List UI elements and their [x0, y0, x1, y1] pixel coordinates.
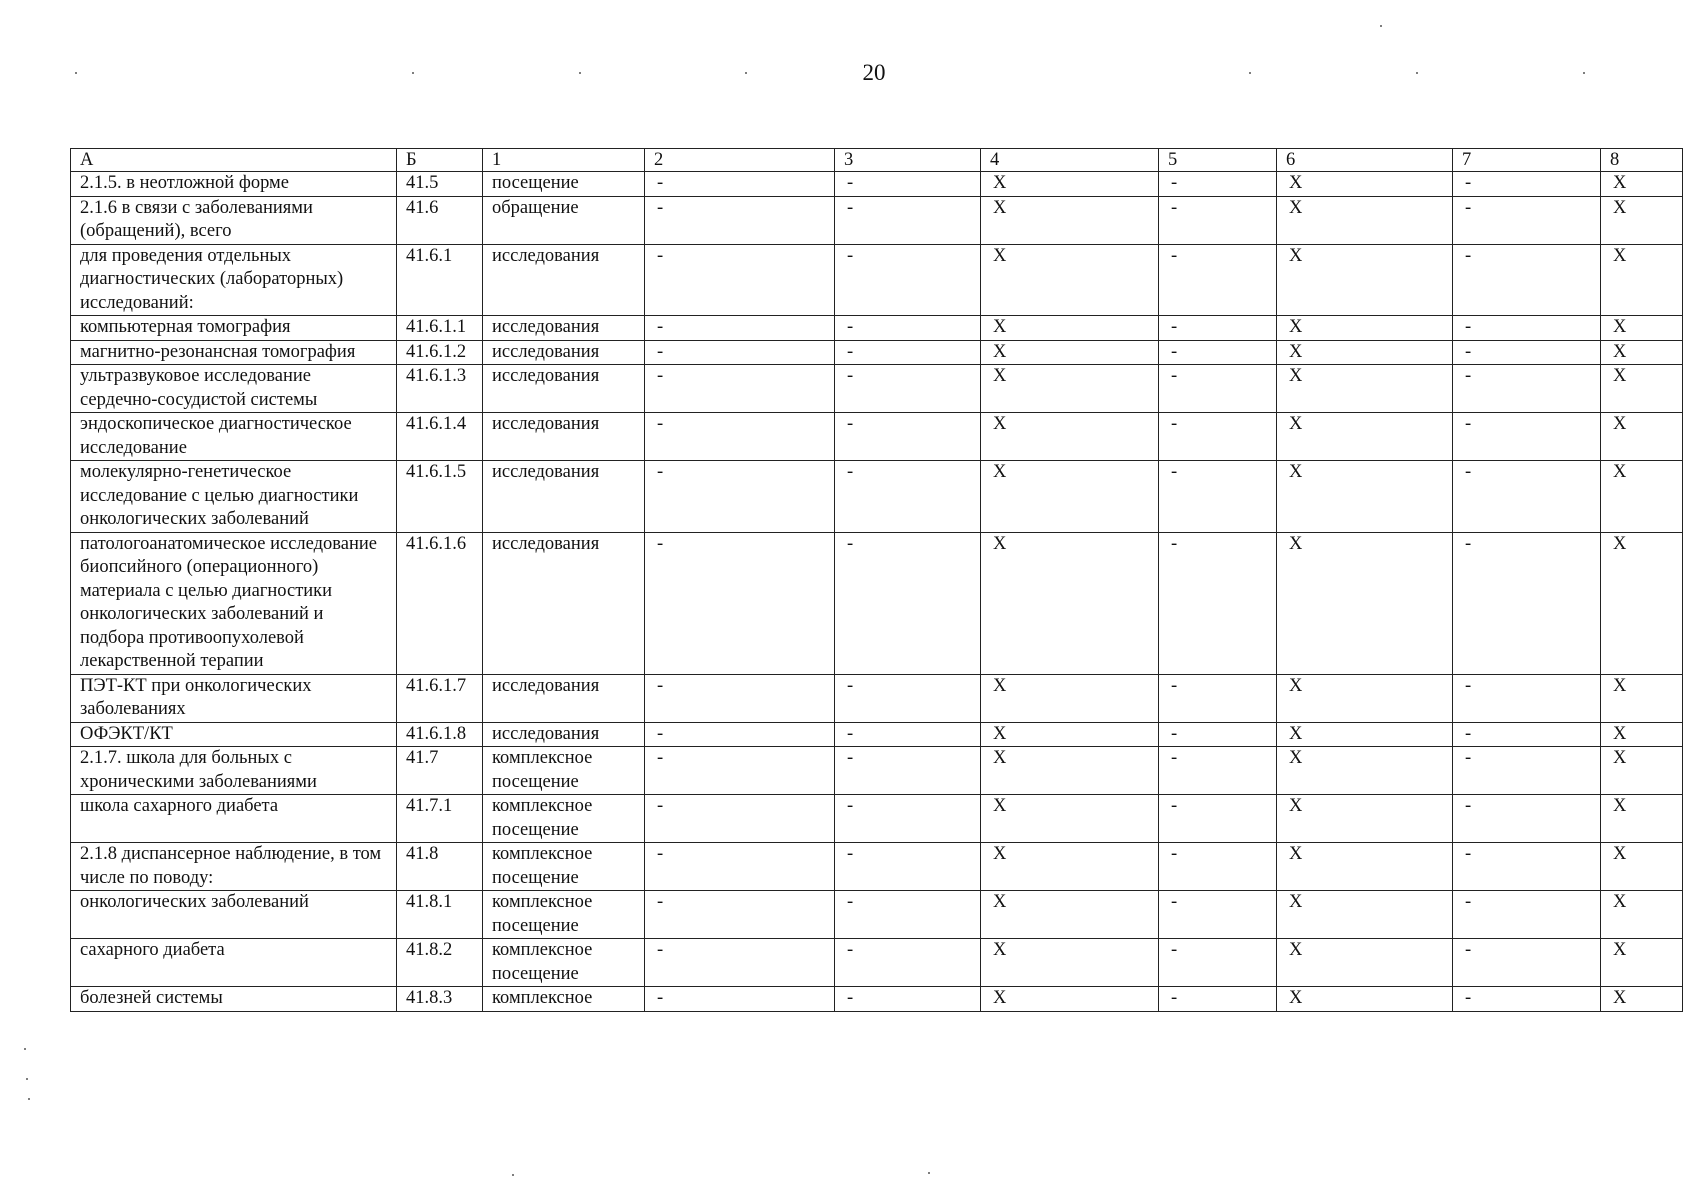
col-8-value: X — [1601, 722, 1683, 747]
row-unit: исследования — [483, 340, 645, 365]
column-header: А — [71, 149, 397, 172]
col-5-value: - — [1159, 340, 1277, 365]
col-5-value: - — [1159, 939, 1277, 987]
scan-speck — [928, 1172, 930, 1174]
table-row — [71, 316, 1683, 341]
col-4-value: X — [981, 196, 1159, 244]
row-code: 41.6.1.5 — [397, 461, 483, 533]
col-6-value: X — [1277, 795, 1453, 843]
row-name: школа сахарного диабета — [71, 795, 397, 843]
col-7-value: - — [1453, 461, 1601, 533]
col-2-value: - — [645, 987, 835, 1012]
col-8-value: X — [1601, 340, 1683, 365]
col-6-value: X — [1277, 316, 1453, 341]
scan-speck — [1583, 72, 1585, 74]
col-8-value: X — [1601, 316, 1683, 341]
column-header: 1 — [483, 149, 645, 172]
column-header: 8 — [1601, 149, 1683, 172]
col-3-value: - — [835, 843, 981, 891]
col-7-value: - — [1453, 532, 1601, 674]
col-5-value: - — [1159, 987, 1277, 1012]
col-8-value: X — [1601, 939, 1683, 987]
column-header: 3 — [835, 149, 981, 172]
row-unit: исследования — [483, 413, 645, 461]
row-code: 41.6.1.1 — [397, 316, 483, 341]
col-6-value: X — [1277, 172, 1453, 197]
col-4-value: X — [981, 532, 1159, 674]
col-8-value: X — [1601, 461, 1683, 533]
col-6-value: X — [1277, 532, 1453, 674]
col-3-value: - — [835, 987, 981, 1012]
row-name: магнитно-резонансная томография — [71, 340, 397, 365]
col-5-value: - — [1159, 244, 1277, 316]
col-5-value: - — [1159, 747, 1277, 795]
col-8-value: X — [1601, 795, 1683, 843]
row-code: 41.6.1.3 — [397, 365, 483, 413]
scan-speck — [28, 1098, 30, 1100]
row-name: онкологических заболеваний — [71, 891, 397, 939]
col-4-value: X — [981, 939, 1159, 987]
col-8-value: X — [1601, 747, 1683, 795]
row-name: патологоанатомическое исследование биопсийного (операционного) материала с целью диагностики онкологических заболеваний и подбора противоопухолевой лекарственной терапии — [71, 532, 397, 674]
col-5-value: - — [1159, 795, 1277, 843]
col-5-value: - — [1159, 461, 1277, 533]
row-name: эндоскопическое диагностическое исследование — [71, 413, 397, 461]
row-unit: исследования — [483, 365, 645, 413]
table-row — [71, 196, 1683, 244]
col-8-value: X — [1601, 365, 1683, 413]
row-code: 41.6.1.4 — [397, 413, 483, 461]
row-code: 41.6.1.7 — [397, 674, 483, 722]
col-8-value: X — [1601, 843, 1683, 891]
row-code: 41.5 — [397, 172, 483, 197]
col-4-value: X — [981, 674, 1159, 722]
row-unit: исследования — [483, 722, 645, 747]
col-5-value: - — [1159, 316, 1277, 341]
col-5-value: - — [1159, 674, 1277, 722]
col-7-value: - — [1453, 795, 1601, 843]
table-row — [71, 987, 1683, 1012]
page-number: 20 — [862, 60, 886, 85]
scan-speck — [579, 72, 581, 74]
table-row — [71, 747, 1683, 795]
col-3-value: - — [835, 196, 981, 244]
col-2-value: - — [645, 340, 835, 365]
col-3-value: - — [835, 722, 981, 747]
col-5-value: - — [1159, 532, 1277, 674]
col-7-value: - — [1453, 987, 1601, 1012]
col-2-value: - — [645, 939, 835, 987]
col-5-value: - — [1159, 891, 1277, 939]
col-5-value: - — [1159, 722, 1277, 747]
column-header: 7 — [1453, 149, 1601, 172]
col-3-value: - — [835, 365, 981, 413]
col-8-value: X — [1601, 413, 1683, 461]
col-7-value: - — [1453, 674, 1601, 722]
row-unit: посещение — [483, 172, 645, 197]
col-5-value: - — [1159, 196, 1277, 244]
row-name: ОФЭКТ/КТ — [71, 722, 397, 747]
col-7-value: - — [1453, 747, 1601, 795]
row-unit: комплексное посещение — [483, 747, 645, 795]
row-name: ПЭТ-КТ при онкологических заболеваниях — [71, 674, 397, 722]
row-name: для проведения отдельных диагностических (лабораторных) исследований: — [71, 244, 397, 316]
row-code: 41.8.1 — [397, 891, 483, 939]
row-code: 41.6.1.2 — [397, 340, 483, 365]
scan-speck — [24, 1048, 26, 1050]
row-unit: комплексное посещение — [483, 939, 645, 987]
col-3-value: - — [835, 340, 981, 365]
col-8-value: X — [1601, 172, 1683, 197]
row-code: 41.6.1.6 — [397, 532, 483, 674]
col-4-value: X — [981, 365, 1159, 413]
col-6-value: X — [1277, 939, 1453, 987]
table-row — [71, 722, 1683, 747]
row-unit: комплексное посещение — [483, 795, 645, 843]
scan-speck — [745, 72, 747, 74]
col-2-value: - — [645, 244, 835, 316]
row-unit: исследования — [483, 674, 645, 722]
col-3-value: - — [835, 532, 981, 674]
scan-speck — [1380, 25, 1382, 27]
table-row — [71, 795, 1683, 843]
col-6-value: X — [1277, 244, 1453, 316]
row-unit: исследования — [483, 316, 645, 341]
col-3-value: - — [835, 461, 981, 533]
table-row — [71, 843, 1683, 891]
scan-speck — [412, 72, 414, 74]
col-4-value: X — [981, 413, 1159, 461]
col-6-value: X — [1277, 891, 1453, 939]
row-unit: исследования — [483, 532, 645, 674]
col-3-value: - — [835, 172, 981, 197]
col-6-value: X — [1277, 843, 1453, 891]
scan-speck — [512, 1174, 514, 1176]
col-4-value: X — [981, 722, 1159, 747]
row-code: 41.8 — [397, 843, 483, 891]
col-6-value: X — [1277, 413, 1453, 461]
row-unit: комплексное посещение — [483, 843, 645, 891]
col-2-value: - — [645, 196, 835, 244]
col-2-value: - — [645, 316, 835, 341]
table-row — [71, 461, 1683, 533]
scan-speck — [1249, 72, 1251, 74]
col-8-value: X — [1601, 244, 1683, 316]
table-row — [71, 939, 1683, 987]
column-header: 2 — [645, 149, 835, 172]
col-7-value: - — [1453, 316, 1601, 341]
row-name: молекулярно-генетическое исследование с целью диагностики онкологических заболеваний — [71, 461, 397, 533]
col-4-value: X — [981, 987, 1159, 1012]
col-8-value: X — [1601, 196, 1683, 244]
table-row — [71, 674, 1683, 722]
row-name: 2.1.5. в неотложной форме — [71, 172, 397, 197]
col-4-value: X — [981, 340, 1159, 365]
row-name: 2.1.6 в связи с заболеваниями (обращений), всего — [71, 196, 397, 244]
col-6-value: X — [1277, 365, 1453, 413]
col-2-value: - — [645, 172, 835, 197]
col-2-value: - — [645, 365, 835, 413]
data-table — [70, 148, 1683, 1012]
table-row — [71, 244, 1683, 316]
row-unit: исследования — [483, 244, 645, 316]
col-3-value: - — [835, 316, 981, 341]
col-7-value: - — [1453, 340, 1601, 365]
col-4-value: X — [981, 461, 1159, 533]
row-unit: обращение — [483, 196, 645, 244]
col-5-value: - — [1159, 413, 1277, 461]
col-2-value: - — [645, 674, 835, 722]
col-7-value: - — [1453, 722, 1601, 747]
col-6-value: X — [1277, 196, 1453, 244]
col-2-value: - — [645, 891, 835, 939]
row-code: 41.6.1.8 — [397, 722, 483, 747]
scan-speck — [75, 72, 77, 74]
col-5-value: - — [1159, 843, 1277, 891]
col-4-value: X — [981, 172, 1159, 197]
row-unit: комплексное посещение — [483, 891, 645, 939]
col-3-value: - — [835, 413, 981, 461]
row-code: 41.6.1 — [397, 244, 483, 316]
col-3-value: - — [835, 674, 981, 722]
col-7-value: - — [1453, 413, 1601, 461]
col-4-value: X — [981, 316, 1159, 341]
col-8-value: X — [1601, 532, 1683, 674]
col-6-value: X — [1277, 674, 1453, 722]
col-4-value: X — [981, 244, 1159, 316]
col-7-value: - — [1453, 172, 1601, 197]
col-4-value: X — [981, 795, 1159, 843]
col-7-value: - — [1453, 244, 1601, 316]
col-4-value: X — [981, 747, 1159, 795]
row-unit: исследования — [483, 461, 645, 533]
col-3-value: - — [835, 244, 981, 316]
row-name: 2.1.7. школа для больных с хроническими заболеваниями — [71, 747, 397, 795]
table-row — [71, 532, 1683, 674]
col-4-value: X — [981, 843, 1159, 891]
col-7-value: - — [1453, 365, 1601, 413]
col-2-value: - — [645, 722, 835, 747]
col-8-value: X — [1601, 891, 1683, 939]
col-6-value: X — [1277, 722, 1453, 747]
col-2-value: - — [645, 532, 835, 674]
row-code: 41.8.3 — [397, 987, 483, 1012]
col-8-value: X — [1601, 674, 1683, 722]
column-header: 4 — [981, 149, 1159, 172]
row-name: болезней системы — [71, 987, 397, 1012]
col-2-value: - — [645, 843, 835, 891]
column-header: 6 — [1277, 149, 1453, 172]
column-header: Б — [397, 149, 483, 172]
col-4-value: X — [981, 891, 1159, 939]
col-7-value: - — [1453, 891, 1601, 939]
col-6-value: X — [1277, 340, 1453, 365]
col-3-value: - — [835, 795, 981, 843]
col-6-value: X — [1277, 987, 1453, 1012]
table-row — [71, 891, 1683, 939]
row-code: 41.7 — [397, 747, 483, 795]
row-name: сахарного диабета — [71, 939, 397, 987]
row-name: компьютерная томография — [71, 316, 397, 341]
row-code: 41.7.1 — [397, 795, 483, 843]
column-header: 5 — [1159, 149, 1277, 172]
table-row — [71, 340, 1683, 365]
col-3-value: - — [835, 939, 981, 987]
col-2-value: - — [645, 747, 835, 795]
scan-speck — [1416, 72, 1418, 74]
col-2-value: - — [645, 461, 835, 533]
scan-speck — [26, 1078, 28, 1080]
col-2-value: - — [645, 413, 835, 461]
table-row — [71, 365, 1683, 413]
header-row — [71, 149, 1683, 172]
col-3-value: - — [835, 891, 981, 939]
row-name: ультразвуковое исследование сердечно-сосудистой системы — [71, 365, 397, 413]
col-5-value: - — [1159, 365, 1277, 413]
col-6-value: X — [1277, 461, 1453, 533]
table-row — [71, 172, 1683, 197]
col-7-value: - — [1453, 843, 1601, 891]
row-code: 41.8.2 — [397, 939, 483, 987]
col-8-value: X — [1601, 987, 1683, 1012]
col-5-value: - — [1159, 172, 1277, 197]
col-7-value: - — [1453, 939, 1601, 987]
row-name: 2.1.8 диспансерное наблюдение, в том числе по поводу: — [71, 843, 397, 891]
table-row — [71, 413, 1683, 461]
col-7-value: - — [1453, 196, 1601, 244]
col-6-value: X — [1277, 747, 1453, 795]
row-unit: комплексное — [483, 987, 645, 1012]
col-2-value: - — [645, 795, 835, 843]
row-code: 41.6 — [397, 196, 483, 244]
col-3-value: - — [835, 747, 981, 795]
